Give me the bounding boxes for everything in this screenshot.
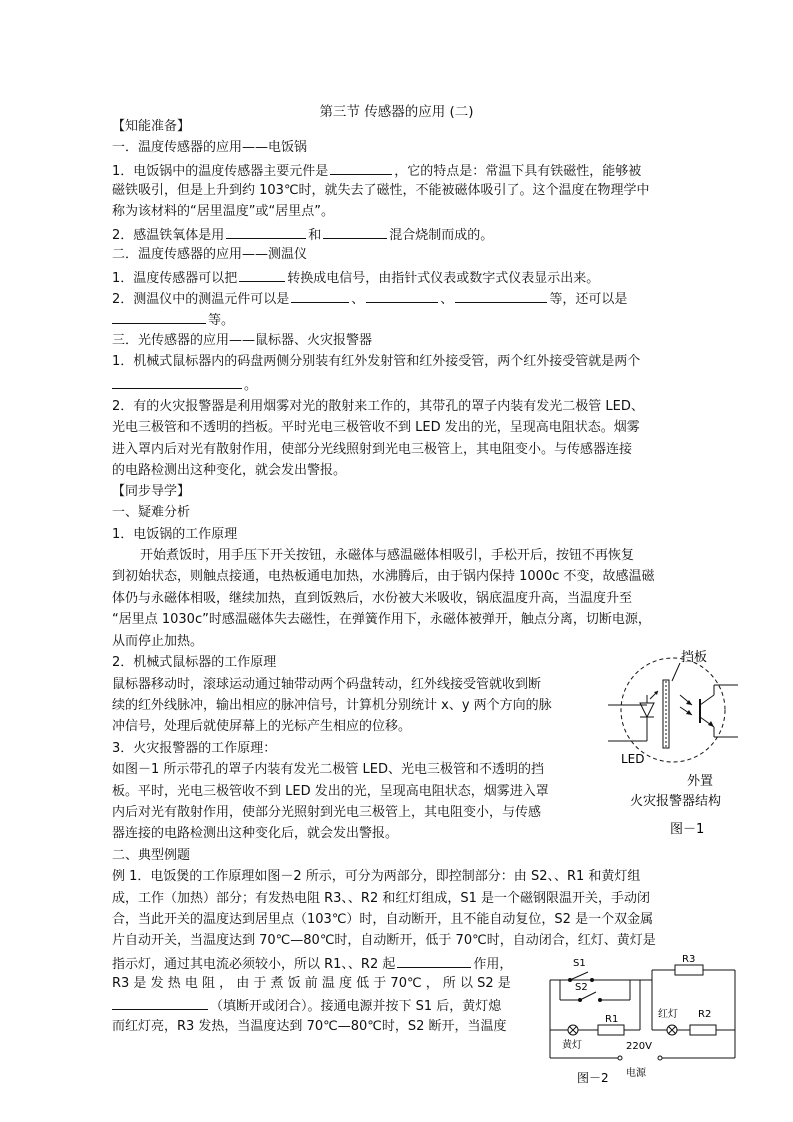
blank-line: [112, 996, 208, 1010]
label-power-source: 电源: [626, 1068, 646, 1079]
paragraph-line: 片自动开关，当温度达到 70℃—80℃时，自动断开，低于 70℃时，自动闭合，红灯、黄灯是: [112, 933, 656, 948]
paragraph-line: 鼠标器移动时，滚球运动通过轴带动两个码盘转动，红外线接受管就收到断: [112, 677, 542, 692]
cover-circle: [621, 658, 725, 762]
blank-line: [239, 268, 285, 282]
figure1-caption: 图－1: [670, 822, 705, 837]
paragraph-line: 器连接的电路检测出这种变化后，就会发出警报。: [112, 826, 399, 841]
paragraph-line: 的电路检测出这种变化，就会发出警报。: [112, 463, 347, 478]
label-s1: S1: [573, 958, 586, 969]
paragraph-line: 2．有的火灾报警器是利用烟雾对光的散射来工作的，其带孔的罩子内装有发光二极管 LED、: [112, 399, 644, 414]
paragraph-line: 等。: [112, 310, 234, 330]
blank-line: [112, 375, 242, 389]
blank-line: [226, 225, 306, 239]
switch-s2-icon: [578, 992, 602, 1002]
paragraph-line: “居里点 1030c”时感温磁体失去磁性，在弹簧作用下，永磁体被弹开，触点分离，切断电源，: [112, 612, 651, 627]
paragraph-line: 合，当此开关的温度达到居里点（103℃）时，自动断开，且不能自动复位，S2 是一个双金属: [112, 912, 654, 927]
paragraph-line: 光电三极管和不透明的挡板。平时光电三极管收不到 LED 发出的光，呈现高电阻状态。烟雾: [112, 420, 640, 435]
label-voltage: 220V: [626, 1041, 652, 1052]
page-title: 第三节 传感器的应用 (二): [319, 104, 474, 120]
paragraph-line: 体仍与永磁体相吸，继续加热，直到饭熟后，水份被大米吸收，锅底温度升高，当温度升至: [112, 591, 633, 606]
paragraph-line: 续的红外线脉冲，输出相应的脉冲信号，计算机分别统计 x、y 两个方向的脉: [112, 698, 552, 713]
label-r3: R3: [682, 954, 696, 965]
paragraph-line: 从而停止加热。: [112, 634, 204, 649]
heading-light-sensor: 三．光传感器的应用——鼠标器、火灾报警器: [112, 333, 373, 348]
paragraph-line: 板。平时，光电三极管收不到 LED 发出的光，呈现高电阻状态，烟雾进入罩: [112, 784, 549, 799]
heading-thermometer: 二．温度传感器的应用——测温仪: [112, 247, 308, 262]
label-r1: R1: [605, 1014, 619, 1025]
label-s2: S2: [575, 982, 588, 993]
heading-examples: 二、典型例题: [112, 848, 191, 863]
led-icon: [640, 691, 658, 735]
heading-mouse-principle: 2．机械式鼠标器的工作原理: [112, 655, 277, 670]
paragraph-line: 开始煮饭时，用手压下开关按钮，永磁体与感温磁体相吸引，手松开后，按钮不再恢复: [140, 548, 635, 563]
paragraph-line: 1．机械式鼠标器内的码盘两侧分别装有红外发射管和红外接受管，两个红外接受管就是两个: [112, 354, 641, 369]
paragraph-line: 例 1．电饭煲的工作原理如图－2 所示，可分为两部分，即控制部分：由 S2、、R1 和黄灯组: [112, 869, 641, 884]
paragraph-line: 而红灯亮，R3 发热，当温度达到 70℃—80℃时，S2 断开，当温度: [112, 1019, 507, 1034]
paragraph-line: 2．测温仪中的测温元件可以是 、 、 等，还可以是: [112, 289, 627, 309]
label-red-lamp: 红灯: [658, 1009, 678, 1020]
section-prep-heading: 【知能准备】: [112, 119, 191, 134]
label-cover: 外置: [687, 774, 714, 789]
figure2-caption: 图－2: [577, 1071, 609, 1085]
paragraph-line: 2．感温铁氧体是用 和 混合烧制而成的。: [112, 225, 493, 245]
paragraph-line: 成，工作（加热）部分；有发热电阻 R3、、R2 和红灯组成，S1 是一个磁钢限温开关，手动闭: [112, 891, 651, 906]
paragraph-line: 到初始状态，则触点接通，电热板通电加热，水沸腾后，由于锅内保持 1000c 不变，故感温磁: [112, 569, 655, 584]
paragraph-line: 指示灯，通过其电流必须较小，所以 R1、、R2 起 作用，: [112, 954, 512, 974]
paragraph-line: （填断开或闭合）。接通电源并按下 S1 后，黄灯熄: [112, 996, 501, 1016]
blank-line: [323, 225, 387, 239]
blank-line: [112, 310, 206, 324]
blank-line: [397, 954, 471, 968]
paragraph-line: 磁铁吸引，但是上升到约 103℃时，就失去了磁性，不能被磁体吸引了。这个温度在物理学中: [112, 183, 650, 198]
paragraph-line: 进入罩内后对光有散射作用，使部分光线照射到光电三极管上，其电阻变小。与传感器连接: [112, 442, 633, 457]
blank-line: [330, 161, 392, 175]
paragraph-line: 称为该材料的“居里温度”或“居里点”。: [112, 204, 334, 219]
blank-line: [291, 289, 349, 303]
resistor-r2: [690, 1025, 716, 1035]
heading-rice-cooker-principle: 1．电饭锅的工作原理: [112, 527, 238, 542]
heading-fire-alarm-principle: 3．火灾报警器的工作原理：: [112, 741, 277, 756]
heading-analysis: 一、疑难分析: [112, 505, 191, 520]
paragraph-line: 。: [112, 375, 257, 395]
figure1-name: 火灾报警器结构: [630, 794, 722, 809]
paragraph-line: 内后对光有散射作用，使部分光照射到光电三极管上，其电阻变小，与传感: [112, 805, 542, 820]
paragraph-line: 1．电饭锅中的温度传感器主要元件是 ，它的特点是：常温下具有铁磁性，能够被: [112, 161, 641, 181]
section-guide-heading: 【同步导学】: [112, 484, 191, 499]
paragraph-line: 如图－1 所示带孔的罩子内装有发光二极管 LED、光电三极管和不透明的挡: [112, 762, 545, 777]
red-lamp-icon: [667, 1025, 677, 1035]
figure-rice-cooker-circuit: [540, 950, 740, 1090]
paragraph-line: 冲信号，处理后就使屏幕上的光标产生相应的位移。: [112, 719, 412, 734]
label-led: LED: [621, 752, 645, 766]
heading-temp-rice-cooker: 一．温度传感器的应用——电饭锅: [112, 140, 308, 155]
yellow-lamp-icon: [568, 1025, 578, 1035]
label-baffle: 挡板: [681, 650, 708, 665]
paragraph-line: 1．温度传感器可以把 转换成电信号，由指针式仪表或数字式仪表显示出来。: [112, 268, 599, 288]
label-yellow-lamp: 黄灯: [562, 1040, 582, 1051]
resistor-r3: [675, 965, 703, 975]
blank-line: [366, 289, 438, 303]
blank-line: [455, 289, 547, 303]
figure-fire-alarm: [588, 645, 788, 845]
paragraph-line: R3 是 发 热 电 阻 ， 由 于 煮 饭 前 温 度 低 于 70℃ ， 所 以 S2 是: [112, 976, 511, 991]
resistor-r1: [598, 1025, 624, 1035]
phototransistor-icon: [680, 695, 714, 727]
label-r2: R2: [698, 1009, 712, 1020]
